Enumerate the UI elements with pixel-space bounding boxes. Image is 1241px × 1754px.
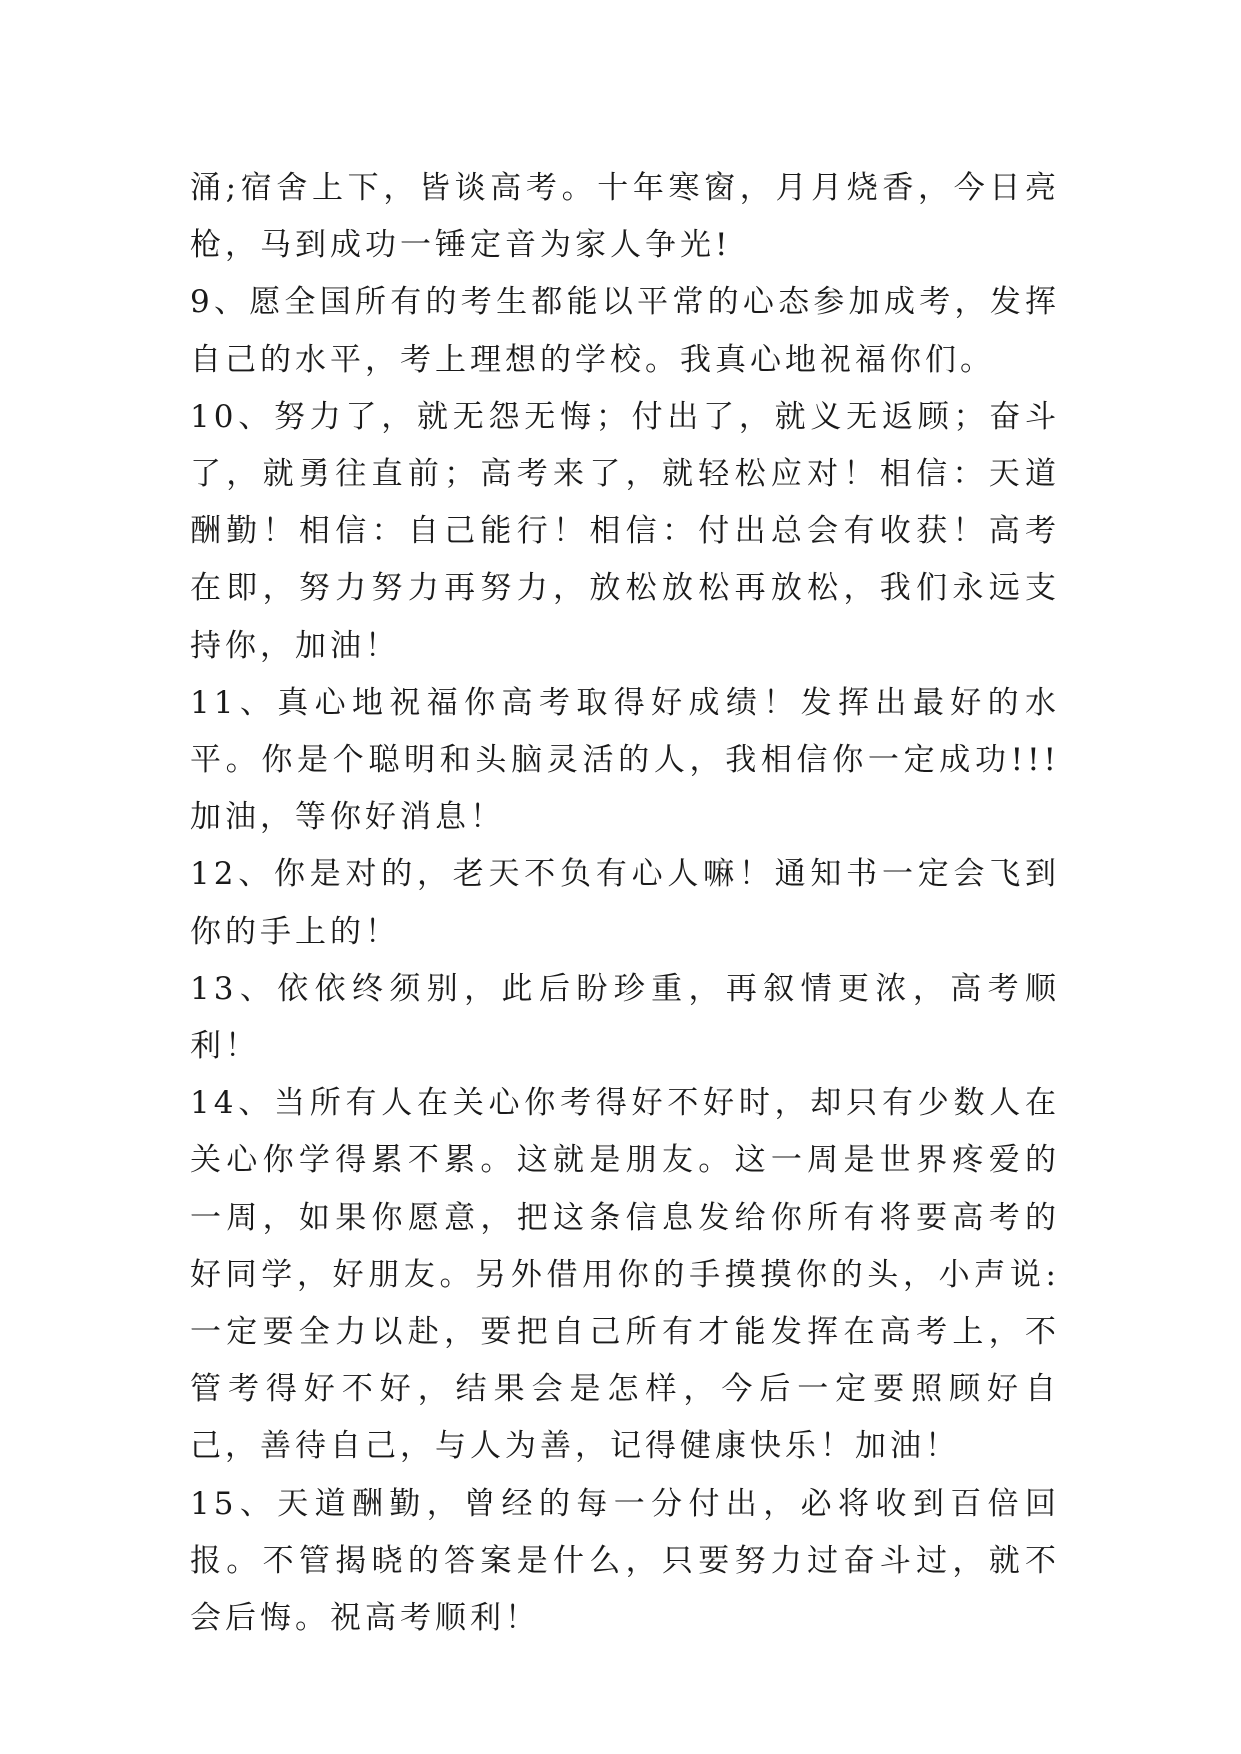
paragraph-12: 12、你是对的，老天不负有心人嘛！通知书一定会飞到你的手上的！ xyxy=(190,856,1060,950)
paragraph-13: 13、依依终须别，此后盼珍重，再叙情更浓，高考顺利！ xyxy=(190,970,1060,1065)
paragraph-continued: 涌;宿舍上下，皆谈高考。十年寒窗，月月烧香，今日亮枪，马到成功一锤定音为家人争光! xyxy=(190,170,1060,264)
document-body xyxy=(190,160,1060,1647)
paragraph-15: 15、天道酬勤，曾经的每一分付出，必将收到百倍回报。不管揭晓的答案是什么，只要努力过奋斗过，就不会后悔。祝高考顺利！ xyxy=(190,1485,1060,1637)
paragraph-9: 9、愿全国所有的考生都能以平常的心态参加成考，发挥自己的水平，考上理想的学校。我真心地祝福你们。 xyxy=(190,284,1060,378)
paragraph-14: 14、当所有人在关心你考得好不好时，却只有少数人在关心你学得累不累。这就是朋友。这一周是世界疼爱的一周，如果你愿意，把这条信息发给你所有将要高考的好同学，好朋友。另外借用你的手摸摸你的头，小声说:一定要全力以赴，要把自己所有才能发挥在高考上，不管考得好不好，结果会是怎样，今后一定要照顾好自己，善待自己，与人为善，记得健康快乐！加油！ xyxy=(190,1085,1060,1465)
paragraph-11: 11、真心地祝福你高考取得好成绩！发挥出最好的水平。你是个聪明和头脑灵活的人，我相信你一定成功!!! 加油，等你好消息！ xyxy=(190,684,1060,836)
paragraph-10: 10、努力了，就无怨无悔；付出了，就义无返顾；奋斗了，就勇往直前；高考来了，就轻松应对！相信：天道酬勤！相信：自己能行！相信：付出总会有收获！高考在即，努力努力再努力，放松放松再放松，我们永远支持你，加油！ xyxy=(190,398,1060,664)
